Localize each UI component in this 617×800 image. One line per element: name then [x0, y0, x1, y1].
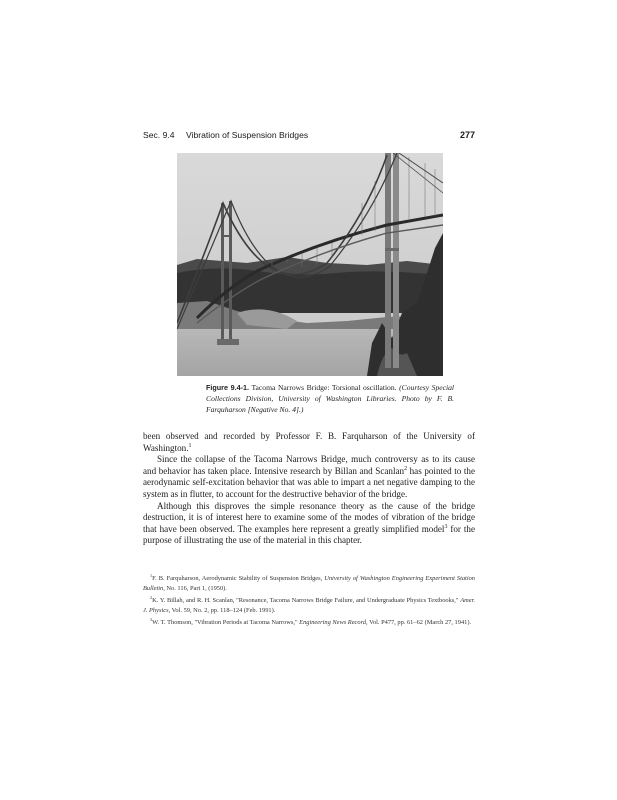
section-number: Sec. 9.4 [143, 130, 175, 140]
figure-label: Figure 9.4-1. [206, 383, 250, 392]
paragraph-3-text-a: Although this disproves the simple resonance theory as the cause of the bridge destruction, it is of interest here to examine some of the modes of vibration of the bridge that have been observed. The examples here represent a greatly simplified model [143, 500, 475, 534]
footnote-ref-2: 2 [404, 465, 408, 472]
footnote [143, 574, 475, 594]
footnote [143, 596, 475, 616]
paragraph-2-text-a: Since the collapse of the Tacoma Narrows Bridge, much controversy as to its cause and behavior has taken place. Intensive research by Billan and Scanlan [143, 454, 475, 476]
paragraph-1 [143, 431, 475, 454]
footnote-details: , No. 116, Part 1, (1950). [163, 585, 227, 592]
section-title: Vibration of Suspension Bridges [186, 130, 309, 140]
figure-caption-text: Tacoma Narrows Bridge: Torsional oscillation. [251, 383, 397, 392]
paragraph-2-text-b: has pointed to the aerodynamic self-excitation behavior that was able to impart a net negative damping to the system as in flutter, to account for the destructive behavior of the bridge. [143, 465, 475, 499]
bridge-photo [177, 153, 443, 376]
footnote-number: 2 [150, 594, 153, 600]
footnote-number: 1 [150, 572, 153, 578]
figure-caption [206, 382, 454, 415]
footnote-number: 3 [150, 616, 153, 622]
figure-credit: (Courtesy Special Collections Division, University of Washington Libraries. Photo by F. B. Farquharson [Negative No. 4].) [206, 383, 454, 414]
paragraph-2 [143, 454, 475, 500]
footnote [143, 618, 475, 628]
footnote-text: K. Y. Billah, and R. H. Scanlan, "Resonance, Tacoma Narrows Bridge Failure, and Undergraduate Physics Textbooks," [152, 597, 461, 604]
footnote-ref-3: 3 [444, 523, 448, 530]
footnotes [143, 574, 475, 630]
paragraph-3 [143, 501, 475, 547]
footnote-details: , Vol. P477, pp. 61–62 (March 27, 1941). [366, 619, 472, 626]
page-number: 277 [459, 130, 475, 140]
footnote-text: W. T. Thomson, "Vibration Periods at Tacoma Narrows," [152, 619, 300, 626]
footnote-details: , Vol. 59, No. 2, pp. 118–124 (Feb. 1991). [168, 607, 276, 614]
bridge-photo-illustration [177, 153, 443, 376]
footnote-source: University of Washington Engineering Experiment Station Bulletin [143, 575, 475, 592]
running-head [143, 130, 475, 144]
paragraph-3-text-b: for the purpose of illustrating the use of the material in this chapter. [143, 523, 475, 546]
footnote-ref-1: 1 [188, 442, 192, 449]
footnote-text: F. B. Farquharson, Aerodynamic Stability of Suspension Bridges, [152, 575, 325, 582]
body-text [143, 431, 475, 547]
paragraph-1-text: been observed and recorded by Professor F. B. Farquharson of the University of Washington. [143, 431, 475, 453]
footnote-source: Amer. J. Physics [143, 597, 475, 614]
footnote-source: Engineering News Record [299, 619, 367, 626]
